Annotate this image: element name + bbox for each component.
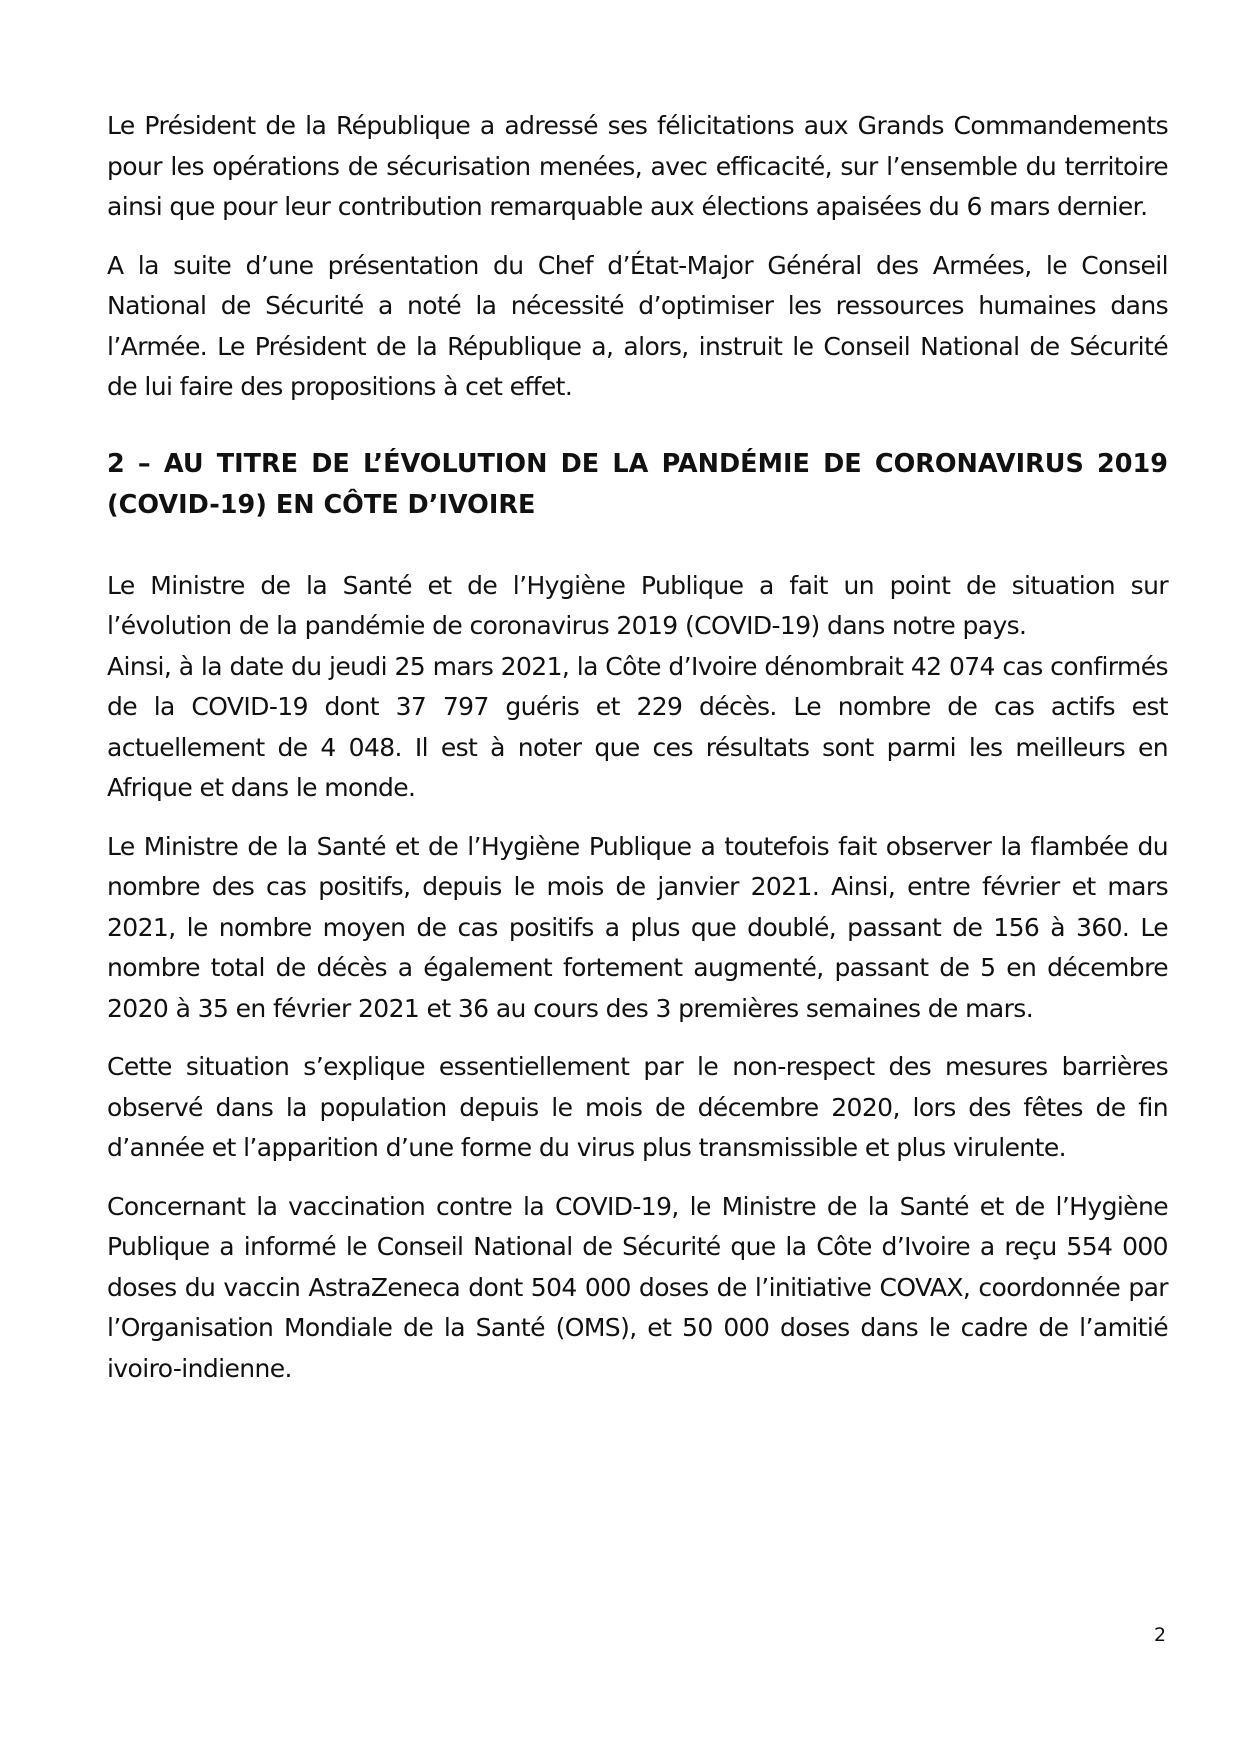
page-number: 2	[1154, 1624, 1167, 1646]
section-heading-covid: 2 – AU TITRE DE L’ÉVOLUTION DE LA PANDÉMIE DE CORONAVIRUS 2019 (COVID-19) EN CÔTE D’IVOIRE	[107, 448, 1168, 520]
paragraph-vaccination: Concernant la vaccination contre la COVID-19, le Ministre de la Santé et de l’Hygiène Publique a informé le Conseil National de Sécurité que la Côte d’Ivoire a reçu 554 000 doses du vaccin AstraZeneca dont 504 000 doses de l’initiative COVAX, coordonnée par l’Organisation Mondiale de la Santé (OMS), et 50 000 doses dans le cadre de l’amitié ivoiro-indienne.	[107, 1191, 1168, 1383]
document-page	[107, 106, 1168, 1407]
paragraph-ressources-humaines: A la suite d’une présentation du Chef d’État-Major Général des Armées, le Conseil National de Sécurité a noté la nécessité d’optimiser les ressources humaines dans l’Armée. Le Président de la République a, alors, instruit le Conseil National de Sécurité de lui faire des propositions à cet effet.	[107, 250, 1168, 401]
paragraph-flambee-cas: Le Ministre de la Santé et de l’Hygiène Publique a toutefois fait observer la flambée du nombre des cas positifs, depuis le mois de janvier 2021. Ainsi, entre février et mars 2021, le nombre moyen de cas positifs a plus que doublé, passant de 156 à 360. Le nombre total de décès a également fortement augmenté, passant de 5 en décembre 2020 à 35 en février 2021 et 36 au cours des 3 premières semaines de mars.	[107, 831, 1168, 1023]
paragraph-explication-situation: Cette situation s’explique essentiellement par le non-respect des mesures barrières observé dans la population depuis le mois de décembre 2020, lors des fêtes de fin d’année et l’apparition d’une forme du virus plus transmissible et plus virulente.	[107, 1052, 1168, 1162]
paragraph-felicitations: Le Président de la République a adressé ses félicitations aux Grands Commandements pour les opérations de sécurisation menées, avec efficacité, sur l’ensemble du territoire ainsi que pour leur contribution remarquable aux élections apaisées du 6 mars dernier.	[107, 111, 1168, 221]
paragraph-point-situation: Le Ministre de la Santé et de l’Hygiène Publique a fait un point de situation sur l’évolution de la pandémie de coronavirus 2019 (COVID-19) dans notre pays.	[107, 570, 1168, 640]
paragraph-chiffres-cas: Ainsi, à la date du jeudi 25 mars 2021, la Côte d’Ivoire dénombrait 42 074 cas confirmés de la COVID-19 dont 37 797 guéris et 229 décès. Le nombre de cas actifs est actuellement de 4 048. Il est à noter que ces résultats sont parmi les meilleurs en Afrique et dans le monde.	[107, 651, 1168, 802]
